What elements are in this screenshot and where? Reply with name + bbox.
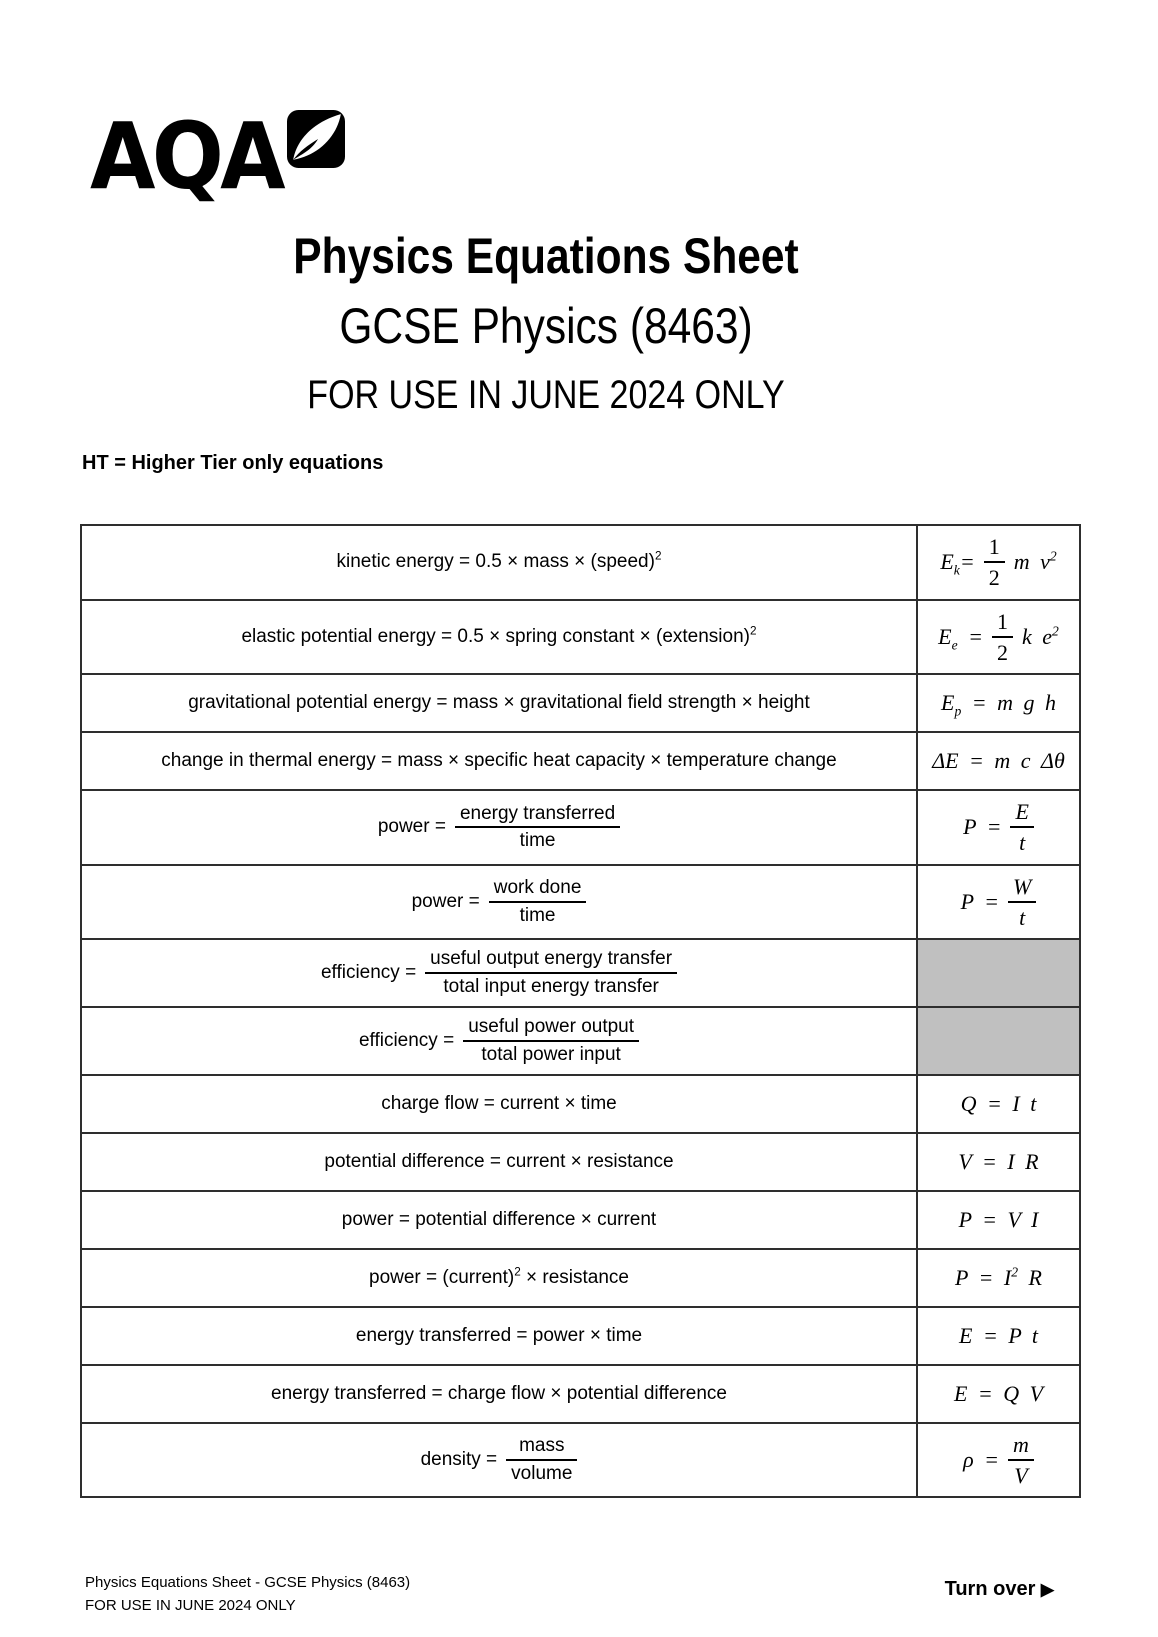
word-equation-cell [81,790,917,865]
equation-text: power = (current)$^2$ × resistance [369,1265,629,1288]
fraction-prefix: $E_k=$ [940,549,975,578]
fraction-prefix: efficiency = [358,1029,455,1051]
fraction-denominator: 2 [997,639,1009,665]
fraction-numerator: W [1008,874,1036,903]
fraction [1010,799,1033,856]
fraction [1008,1432,1034,1489]
equation-row [81,674,1080,732]
symbol-equation-cell [917,1365,1080,1423]
symbol-equation-cell [917,865,1080,940]
word-equation-cell [81,1423,917,1498]
page-subtitle: GCSE Physics (8463) [339,298,753,354]
fraction-suffix: k $e^2$ [1022,623,1059,649]
symbol-equation-cell [917,1133,1080,1191]
equation-text: V = I R [958,1148,1039,1174]
fraction-prefix: P = [963,814,1002,840]
footer-line-1: Physics Equations Sheet - GCSE Physics (8463) [85,1574,411,1591]
equation-row [81,1133,1080,1191]
fraction [425,948,677,998]
symbol-equation-cell [917,1423,1080,1498]
word-equation-cell [81,1191,917,1249]
fraction-numerator: 1 [984,534,1005,563]
equations-table-body [81,525,1080,1497]
fraction-numerator: 1 [992,609,1013,638]
equation-text: kinetic energy = 0.5 × mass × (speed)$^2$ [336,549,662,573]
shaded-empty-cell [917,939,1080,1007]
equation-fraction [359,1016,639,1066]
title-block [0,224,1092,420]
fraction-denominator: total input energy transfer [443,976,659,998]
equation-row [81,865,1080,940]
fraction-prefix: ρ = [963,1447,999,1473]
fraction-numerator: work done [489,877,587,903]
equation-text: energy transferred = power × time [355,1324,643,1346]
page-title: Physics Equations Sheet [293,228,799,284]
equation-text: P = V I [958,1206,1039,1232]
word-equation-cell [81,865,917,940]
symbol-equation-cell [917,525,1080,600]
word-equation-cell [81,1075,917,1133]
equation-text: charge flow = current × time [381,1092,617,1114]
equation-row [81,1007,1080,1075]
equation-text: energy transferred = charge flow × potential difference [271,1382,727,1404]
fraction [506,1435,577,1485]
equation-row [81,1191,1080,1249]
equation-row [81,1075,1080,1133]
fraction-numerator: E [1010,799,1033,828]
fraction-denominator: t [1019,830,1026,856]
fraction [463,1016,639,1066]
higher-tier-note: HT = Higher Tier only equations [82,452,384,474]
equation-fraction [378,803,620,853]
fraction-suffix: m $v^2$ [1013,548,1057,575]
equation-fraction [412,877,587,927]
word-equation-cell [81,600,917,675]
fraction-denominator: 2 [988,565,1000,591]
symbol-equation-cell [917,1075,1080,1133]
fraction-prefix: power = [377,816,446,838]
fraction-numerator: energy transferred [455,803,620,829]
aqa-logo-text: AQA [90,103,282,210]
equation-text: $P = I^2$ R [955,1264,1042,1290]
shaded-empty-cell [917,1007,1080,1075]
fraction-prefix: efficiency = [320,962,417,984]
symbol-equation-cell [917,732,1080,790]
fraction-denominator: time [519,905,556,927]
word-equation-cell [81,939,917,1007]
fraction [1008,874,1036,931]
equation-row [81,525,1080,600]
equation-row [81,1365,1080,1423]
equation-row [81,600,1080,675]
equation-text: ΔE = m c Δθ [932,748,1065,774]
turn-over-label [945,1578,1054,1601]
equations-table [80,524,1081,1498]
symbol-equation-cell [917,1191,1080,1249]
equation-row [81,790,1080,865]
fraction-denominator: V [1014,1463,1028,1489]
aqa-leaf-icon [287,110,345,173]
equation-text: E = P t [959,1322,1038,1348]
equation-text: gravitational potential energy = mass × gravitational field strength × height [188,692,810,714]
word-equation-cell [81,674,917,732]
equation-row [81,939,1080,1007]
fraction-denominator: t [1019,905,1026,931]
fraction [489,877,587,927]
fraction [455,803,620,853]
equation-fraction [963,1432,1034,1489]
equation-text: $E_p = m$ g h [941,690,1056,719]
word-equation-cell [81,525,917,600]
usage-notice: FOR USE IN JUNE 2024 ONLY [307,373,785,417]
equation-fraction [940,534,1056,591]
word-equation-cell [81,1307,917,1365]
fraction-numerator: mass [506,1435,577,1461]
equation-text: power = potential difference × current [341,1208,657,1230]
turn-over-text: Turn over [944,1578,1036,1600]
equation-text: Q = I t [960,1090,1037,1116]
symbol-equation-cell [917,1307,1080,1365]
symbol-equation-cell [917,674,1080,732]
fraction-prefix: power = [411,891,480,913]
word-equation-cell [81,1249,917,1307]
equation-row [81,1423,1080,1498]
equation-fraction [961,874,1037,931]
equation-row [81,1249,1080,1307]
fraction-prefix: P = [960,889,1000,915]
equation-fraction [421,1435,578,1485]
equation-fraction [321,948,677,998]
equation-row [81,1307,1080,1365]
equation-text: elastic potential energy = 0.5 × spring constant × (extension)$^2$ [241,624,757,647]
fraction-denominator: total power input [481,1043,621,1065]
equation-fraction [963,799,1034,856]
aqa-logo [90,103,299,210]
word-equation-cell [81,1365,917,1423]
turn-over-arrow-icon: ▶ [1040,1580,1054,1599]
symbol-equation-cell [917,1249,1080,1307]
fraction [992,609,1013,666]
fraction-numerator: m [1008,1432,1034,1461]
equation-text: potential difference = current × resistance [324,1150,674,1172]
symbol-equation-cell [917,790,1080,865]
equation-fraction [938,609,1059,666]
word-equation-cell [81,1133,917,1191]
equation-text: E = Q V [953,1380,1044,1406]
fraction-denominator: time [519,830,556,852]
word-equation-cell [81,1007,917,1075]
symbol-equation-cell [917,600,1080,675]
footer-document-info [85,1572,410,1617]
word-equation-cell [81,732,917,790]
fraction-numerator: useful output energy transfer [425,948,677,974]
equation-row [81,732,1080,790]
fraction [984,534,1005,591]
fraction-denominator: volume [511,1463,573,1485]
equation-text: change in thermal energy = mass × specific heat capacity × temperature change [161,750,837,772]
fraction-numerator: useful power output [463,1016,639,1042]
equations-table-wrap [80,524,1079,1498]
fraction-prefix: density = [420,1449,498,1471]
footer-line-2: FOR USE IN JUNE 2024 ONLY [85,1596,296,1614]
fraction-prefix: $E_e$ = [938,623,984,653]
